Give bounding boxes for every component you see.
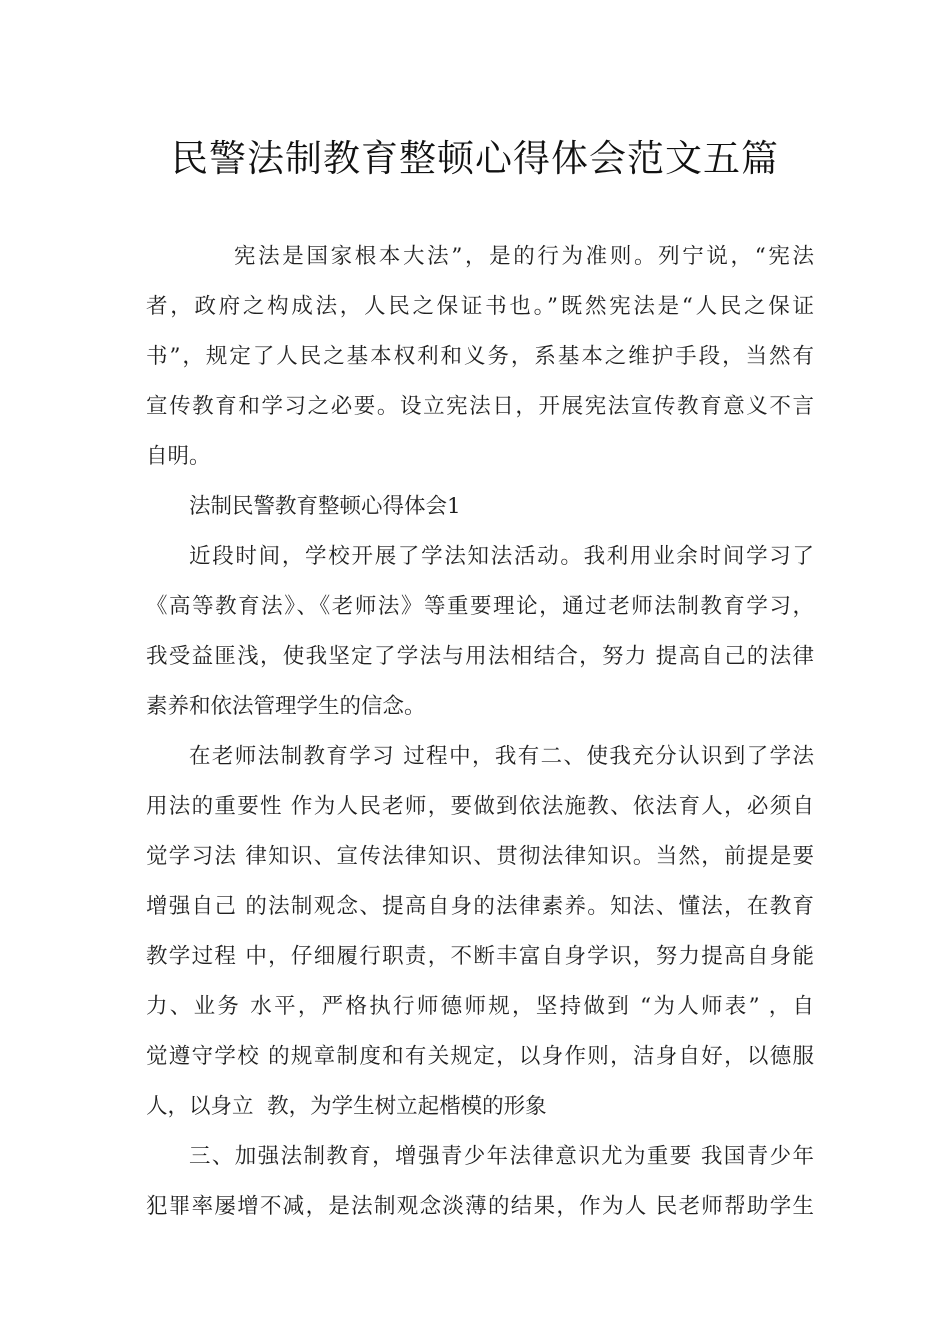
paragraph-line: 宣传教育和学习之必要。设立宪法日，开展宪法宣传教育意义不言 [146, 394, 814, 419]
paragraph-line: 宪法是国家根本大法”，是的行为准则。列宁说，“宪法 [234, 244, 814, 269]
paragraph-line: 在老师法制教育学习 过程中，我有二、使我充分认识到了学法 [189, 744, 814, 769]
paragraph-line: 人，以身立 教，为学生树立起楷模的形象 [146, 1094, 547, 1119]
paragraph-line: 犯罪率屡增不减，是法制观念淡薄的结果，作为人 民老师帮助学生 [146, 1194, 814, 1219]
paragraph-line: 教学过程 中，仔细履行职责，不断丰富自身学识，努力提高自身能 [146, 944, 814, 969]
paragraph-line: 《高等教育法》、《老师法》等重要理论，通过老师法制教育学习， [146, 594, 814, 619]
paragraph-line: 觉遵守学校 的规章制度和有关规定，以身作则，洁身自好，以德服 [146, 1044, 814, 1069]
section-heading: 法制民警教育整顿心得体会1 [189, 494, 461, 519]
paragraph-line: 增强自己 的法制观念、提高自身的法律素养。知法、懂法，在教育 [146, 894, 814, 919]
document-body [146, 232, 814, 1232]
paragraph-line: 者，政府之构成法，人民之保证书也。”既然宪法是“人民之保证 [146, 294, 814, 319]
paragraph-line: 用法的重要性 作为人民老师，要做到依法施教、依法育人，必须自 [146, 794, 814, 819]
paragraph-line: 素养和依法管理学生的信念。 [146, 694, 426, 719]
paragraph-line: 自明。 [146, 444, 211, 469]
document-title: 民警法制教育整顿心得体会范文五篇 [171, 137, 779, 180]
paragraph-line: 我受益匪浅，使我坚定了学法与用法相结合，努力 提高自己的法律 [146, 644, 814, 669]
paragraph-line: 书”，规定了人民之基本权利和义务，系基本之维护手段，当然有 [146, 344, 814, 369]
paragraph-line: 力、业务 水平，严格执行师德师规，坚持做到 “为人师表” ，自 [146, 994, 814, 1019]
paragraph-line: 三、加强法制教育，增强青少年法律意识尤为重要 我国青少年 [189, 1144, 814, 1169]
paragraph-line: 近段时间，学校开展了学法知法活动。我利用业余时间学习了 [189, 544, 814, 569]
paragraph-line: 觉学习法 律知识、宣传法律知识、贯彻法律知识。当然，前提是要 [146, 844, 814, 869]
